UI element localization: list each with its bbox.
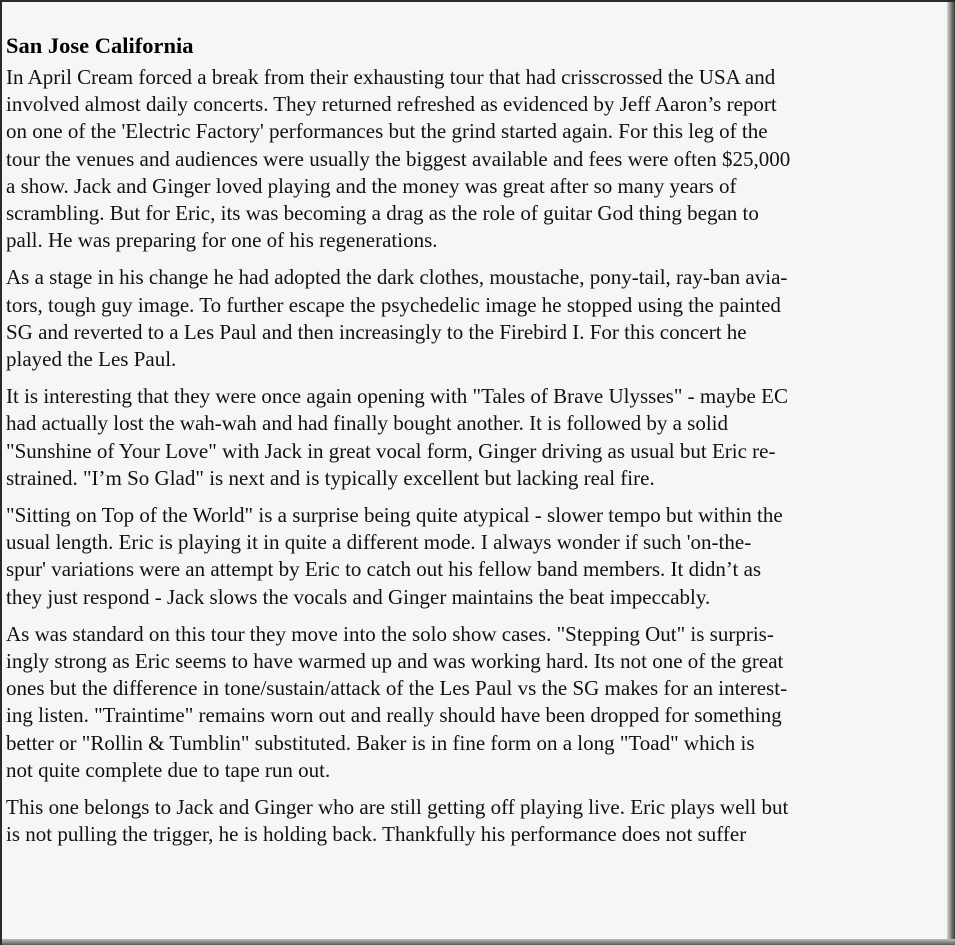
- text-line: scrambling. But for Eric, its was becoming a drag as the role of guitar God thing began to: [6, 201, 759, 226]
- text-line: This one belongs to Jack and Ginger who are still getting off playing live. Eric plays well but: [6, 795, 789, 820]
- text-line: involved almost daily concerts. They returned refreshed as evidenced by Jeff Aaron’s report: [6, 92, 777, 117]
- text-line: As a stage in his change he had adopted the dark clothes, moustache, pony-tail, ray-ban avia-: [6, 265, 788, 290]
- text-line: "Sunshine of Your Love" with Jack in great vocal form, Ginger driving as usual but Eric re-: [6, 438, 776, 463]
- text-line: not quite complete due to tape run out.: [6, 757, 331, 782]
- text-line: ones but the difference in tone/sustain/attack of the Les Paul vs the SG makes for an interest-: [6, 676, 788, 701]
- text-line: tour the venues and audiences were usually the biggest available and fees were often $25,000: [6, 146, 791, 171]
- text-line: It is interesting that they were once again opening with "Tales of Brave Ulysses" - maybe EC: [6, 384, 788, 409]
- page-edge-bottom: [2, 939, 955, 945]
- text-line: In April Cream forced a break from their exhausting tour that had crisscrossed the USA and: [6, 65, 776, 89]
- text-line: tors, tough guy image. To further escape the psychedelic image he stopped using the painted: [6, 292, 781, 317]
- paragraph-3: [6, 383, 950, 492]
- text-line: a show. Jack and Ginger loved playing and the money was great after so many years of: [6, 173, 737, 198]
- article-title: San Jose California: [6, 33, 194, 58]
- text-line: on one of the 'Electric Factory' performances but the grind started again. For this leg of the: [6, 119, 768, 144]
- text-line: ingly strong as Eric seems to have warmed up and was working hard. Its not one of the great: [6, 649, 784, 674]
- text-line: "Sitting on Top of the World" is a surprise being quite atypical - slower tempo but within the: [6, 503, 783, 528]
- paragraph-5: [6, 621, 950, 784]
- text-line: they just respond - Jack slows the vocals and Ginger maintains the beat impeccably.: [6, 584, 711, 609]
- text-line: strained. "I’m So Glad" is next and is typically excellent but lacking real fire.: [6, 465, 655, 490]
- article: [6, 32, 950, 858]
- paragraph-1: [6, 64, 950, 254]
- text-line: played the Les Paul.: [6, 347, 177, 372]
- text-line: spur' variations were an attempt by Eric to catch out his fellow band members. It didn’t as: [6, 557, 762, 582]
- paragraph-2: [6, 264, 950, 373]
- text-line: As was standard on this tour they move into the solo show cases. "Stepping Out" is surpris-: [6, 621, 774, 646]
- paragraph-6: [6, 794, 950, 848]
- text-line: is not pulling the trigger, he is holding back. Thankfully his performance does not suffer: [6, 822, 747, 847]
- text-line: better or "Rollin & Tumblin" substituted. Baker is in fine form on a long "Toad" which is: [6, 730, 755, 755]
- text-line: had actually lost the wah-wah and had finally bought another. It is followed by a solid: [6, 411, 728, 436]
- text-line: ing listen. "Traintime" remains worn out and really should have been dropped for something: [6, 703, 782, 728]
- paragraph-4: [6, 502, 950, 611]
- text-line: pall. He was preparing for one of his regenerations.: [6, 228, 438, 253]
- text-line: SG and reverted to a Les Paul and then increasingly to the Firebird I. For this concert he: [6, 319, 747, 344]
- text-line: usual length. Eric is playing it in quite a different mode. I always wonder if such 'on-the-: [6, 530, 752, 555]
